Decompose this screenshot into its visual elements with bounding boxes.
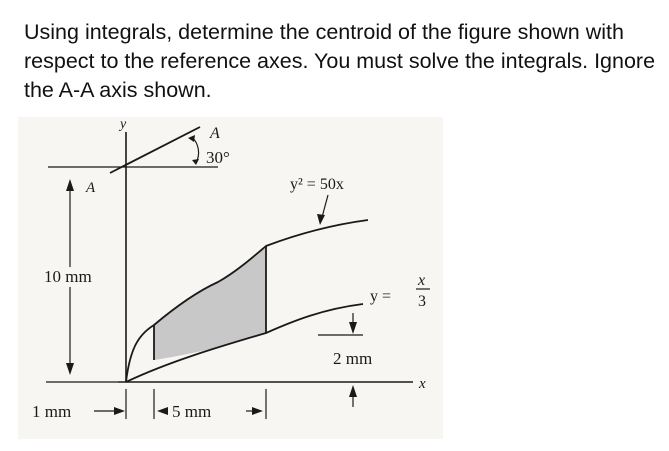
dim-left-arrow: [114, 407, 125, 415]
a-axis-left-label: A: [86, 180, 96, 196]
question-text: Using integrals, determine the centroid of the figure shown with respect to the reference axes. You must solve the integrals. Ignore the A-A axis shown.: [24, 20, 656, 102]
y-axis-label: y: [120, 117, 127, 132]
angle-arrow-top: [188, 135, 195, 142]
line-equation-denominator: 3: [418, 293, 426, 310]
figure-diagram: [18, 117, 443, 439]
figure-panel: [18, 117, 443, 439]
curve-equation: y² = 50x: [290, 176, 344, 193]
dim-height-arrow-top: [66, 179, 74, 191]
x-axis-label: x: [419, 376, 426, 392]
dim-gap-label: 2 mm: [333, 349, 373, 368]
a-a-axis-line: [110, 127, 200, 173]
angle-label: 30°: [206, 148, 230, 167]
dim-left-label: 1 mm: [32, 402, 72, 421]
curve-pointer-arrow: [317, 214, 325, 225]
dim-gap-arrow-bottom: [349, 385, 357, 397]
dim-gap-arrow-top: [349, 322, 357, 334]
line-equation-lhs: y =: [370, 288, 392, 305]
dim-height-label: 10 mm: [44, 267, 92, 286]
dim-width-label: 5 mm: [172, 402, 212, 421]
dim-width-arrow-left: [157, 407, 168, 415]
a-axis-top-label: A: [210, 125, 220, 142]
shaded-region: [154, 246, 266, 360]
angle-arrow-bottom: [192, 159, 199, 165]
dim-height-arrow-bottom: [66, 363, 74, 375]
line-equation-numerator: x: [418, 272, 426, 289]
